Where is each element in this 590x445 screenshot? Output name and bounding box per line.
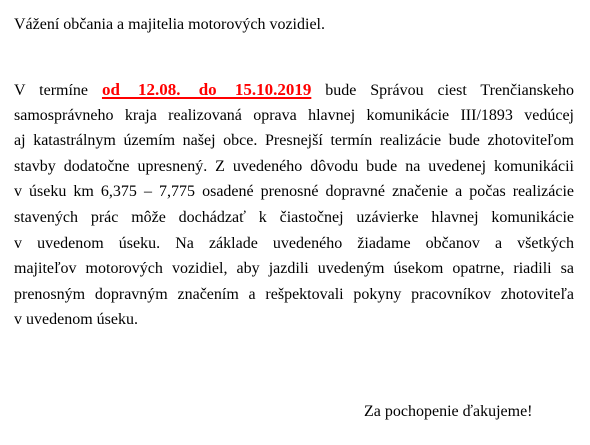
closing-line: Za pochopenie ďakujeme!: [364, 403, 533, 420]
paragraph-line-2: samosprávneho kraja realizovaná oprava hlavnej komunikácie III/1893 vedúcej: [14, 106, 574, 124]
paragraph-line-5: v úseku km 6,375 – 7,775 osadené prenosné dopravné značenie a počas realizácie: [14, 183, 574, 201]
paragraph-line-1: [14, 77, 574, 103]
paragraph-line-6: stavených prác môže dochádzať k čiastočnej uzávierke hlavnej komunikácie: [14, 208, 574, 226]
paragraph-line-7: v uvedenom úseku. Na základe uvedeného žiadame občanov a všetkých: [14, 234, 574, 252]
paragraph-line-4: stavby dodatočne upresnený. Z uvedeného dôvodu bude na uvedenej komunikácii: [14, 157, 574, 175]
paragraph-line-8: majiteľov motorových vozidiel, aby jazdili uvedeným úsekom opatrne, riadili sa: [14, 260, 574, 278]
paragraph-line-9: prenosným dopravným značením a rešpektovali pokyny pracovníkov zhotoviteľa: [14, 285, 574, 303]
date-range-highlight: od 12.08. do 15.10.2019: [101, 80, 312, 99]
paragraph-intro: V termíne: [14, 82, 89, 99]
paragraph-line-10: v uvedenom úseku.: [14, 311, 138, 329]
paragraph-line-3: aj katastrálnym územím našej obce. Presnejší termín realizácie bude zhotoviteľom: [14, 132, 574, 150]
greeting-line: Vážení občania a majitelia motorových vozidiel.: [14, 16, 325, 33]
letter-paragraph: [14, 77, 574, 333]
paragraph-line-1-rest: bude Správou ciest Trenčianskeho: [325, 82, 575, 99]
